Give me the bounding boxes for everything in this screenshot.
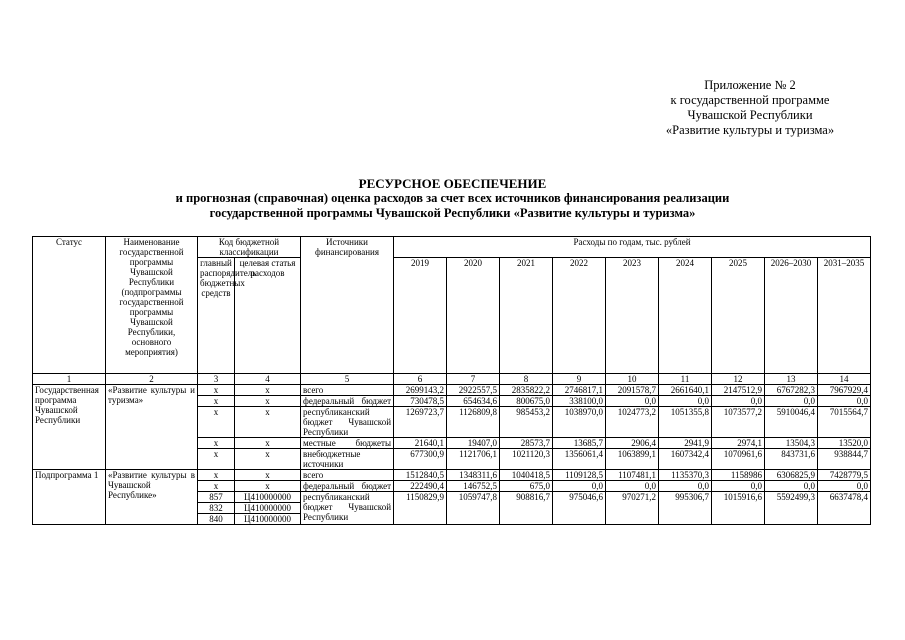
row-value: 2661640,1 <box>659 385 712 396</box>
row-value: 7015564,7 <box>818 407 871 438</box>
column-number-row <box>33 374 871 385</box>
row-value: 1512840,5 <box>394 470 447 481</box>
header-sources: Источники финансирования <box>301 237 394 374</box>
row-value: 677300,9 <box>394 449 447 470</box>
header-name: Наименование государственной программы Чувашской Республики (подпрограммы государственной программы Чувашской Республики, основного мероприятия) <box>106 237 198 374</box>
row-value: 7967929,4 <box>818 385 871 396</box>
row-target-article-code: x <box>235 396 301 407</box>
row-value: 222490,4 <box>394 481 447 492</box>
row-main-manager-code: x <box>198 407 235 438</box>
row-main-manager-code: x <box>198 385 235 396</box>
row-value: 0,0 <box>712 396 765 407</box>
row-value: 2091578,7 <box>606 385 659 396</box>
header-year: 2031–2035 <box>818 258 871 374</box>
row-value: 1150829,9 <box>394 492 447 525</box>
column-number: 1 <box>33 374 106 385</box>
row-value: 28573,7 <box>500 438 553 449</box>
row-main-manager-code: x <box>198 449 235 470</box>
row-status: Подпрограмма 1 <box>33 470 106 525</box>
row-value: 2147512,9 <box>712 385 765 396</box>
column-number: 14 <box>818 374 871 385</box>
header-year: 2023 <box>606 258 659 374</box>
row-value: 6306825,9 <box>765 470 818 481</box>
row-value: 13520,0 <box>818 438 871 449</box>
row-name: «Развитие культуры в Чувашской Республике» <box>106 470 198 525</box>
annex-line: к государственной программе <box>670 93 830 107</box>
column-number: 8 <box>500 374 553 385</box>
annex-line: Чувашской Республики <box>687 108 813 122</box>
row-value: 146752,5 <box>447 481 500 492</box>
row-value: 13504,3 <box>765 438 818 449</box>
row-main-manager-code: 840 <box>198 514 235 525</box>
column-number: 7 <box>447 374 500 385</box>
row-value: 1059747,8 <box>447 492 500 525</box>
row-source: внебюджетные источники <box>301 449 394 470</box>
row-value: 13685,7 <box>553 438 606 449</box>
row-source: местные бюджеты <box>301 438 394 449</box>
document-subtitle: и прогнозная (справочная) оценка расходов за счет всех источников финансирования реализации <box>175 191 730 205</box>
column-number: 13 <box>765 374 818 385</box>
table-body <box>33 385 871 525</box>
header-year: 2021 <box>500 258 553 374</box>
row-value: 1063899,1 <box>606 449 659 470</box>
row-value: 1158986 <box>712 470 765 481</box>
row-value: 1269723,7 <box>394 407 447 438</box>
header-main-manager: главный распорядитель бюджетных средств <box>198 258 235 374</box>
column-number: 10 <box>606 374 659 385</box>
row-source: республиканский бюджет Чувашской Республики <box>301 407 394 438</box>
row-value: 908816,7 <box>500 492 553 525</box>
row-value: 1107481,1 <box>606 470 659 481</box>
row-value: 0,0 <box>553 481 606 492</box>
row-value: 0,0 <box>818 396 871 407</box>
row-value: 1121706,1 <box>447 449 500 470</box>
row-value: 2699143,2 <box>394 385 447 396</box>
row-value: 938844,7 <box>818 449 871 470</box>
annex-line: Приложение № 2 <box>704 78 796 92</box>
column-number: 12 <box>712 374 765 385</box>
row-value: 970271,2 <box>606 492 659 525</box>
column-number: 11 <box>659 374 712 385</box>
row-value: 7428779,5 <box>818 470 871 481</box>
row-target-article-code: x <box>235 385 301 396</box>
header-year: 2024 <box>659 258 712 374</box>
column-number: 6 <box>394 374 447 385</box>
row-value: 675,0 <box>500 481 553 492</box>
row-value: 338100,0 <box>553 396 606 407</box>
annex-block <box>600 78 900 138</box>
row-source: всего <box>301 470 394 481</box>
row-value: 0,0 <box>765 481 818 492</box>
header-budget-code: Код бюджетной классификации <box>198 237 301 258</box>
header-year: 2020 <box>447 258 500 374</box>
table-row <box>33 470 871 481</box>
row-value: 975046,6 <box>553 492 606 525</box>
row-value: 0,0 <box>765 396 818 407</box>
row-main-manager-code: 857 <box>198 492 235 503</box>
row-value: 730478,5 <box>394 396 447 407</box>
document-title: РЕСУРСНОЕ ОБЕСПЕЧЕНИЕ <box>358 176 547 191</box>
row-value: 2835822,2 <box>500 385 553 396</box>
row-value: 0,0 <box>659 481 712 492</box>
column-number: 4 <box>235 374 301 385</box>
row-value: 19407,0 <box>447 438 500 449</box>
column-number: 2 <box>106 374 198 385</box>
table-row <box>33 385 871 396</box>
row-source: федеральный бюджет <box>301 396 394 407</box>
row-value: 1015916,6 <box>712 492 765 525</box>
column-number: 3 <box>198 374 235 385</box>
row-value: 1348311,6 <box>447 470 500 481</box>
row-value: 1038970,0 <box>553 407 606 438</box>
row-value: 1356061,4 <box>553 449 606 470</box>
row-value: 654634,6 <box>447 396 500 407</box>
annex-line: «Развитие культуры и туризма» <box>665 123 835 137</box>
header-year: 2019 <box>394 258 447 374</box>
row-target-article-code: Ц410000000 <box>235 492 301 503</box>
row-value: 0,0 <box>606 481 659 492</box>
row-target-article-code: x <box>235 449 301 470</box>
row-value: 843731,6 <box>765 449 818 470</box>
column-number: 5 <box>301 374 394 385</box>
row-target-article-code: x <box>235 481 301 492</box>
row-value: 1024773,2 <box>606 407 659 438</box>
row-target-article-code: Ц410000000 <box>235 514 301 525</box>
row-source: республиканский бюджет Чувашской Республики <box>301 492 394 525</box>
header-status: Статус <box>33 237 106 374</box>
resource-table <box>32 236 871 525</box>
row-value: 2906,4 <box>606 438 659 449</box>
row-main-manager-code: x <box>198 470 235 481</box>
row-value: 1607342,4 <box>659 449 712 470</box>
row-status: Государственная программа Чувашской Республики <box>33 385 106 470</box>
row-value: 6767282,3 <box>765 385 818 396</box>
row-value: 6637478,4 <box>818 492 871 525</box>
document-subtitle: государственной программы Чувашской Республики «Развитие культуры и туризма» <box>209 206 696 220</box>
row-value: 2746817,1 <box>553 385 606 396</box>
row-main-manager-code: x <box>198 396 235 407</box>
row-value: 2974,1 <box>712 438 765 449</box>
row-main-manager-code: x <box>198 481 235 492</box>
row-value: 1126809,8 <box>447 407 500 438</box>
row-source: федеральный бюджет <box>301 481 394 492</box>
row-value: 995306,7 <box>659 492 712 525</box>
row-target-article-code: Ц410000000 <box>235 503 301 514</box>
row-value: 0,0 <box>818 481 871 492</box>
row-main-manager-code: x <box>198 438 235 449</box>
row-value: 2922557,5 <box>447 385 500 396</box>
row-name: «Развитие культуры и туризма» <box>106 385 198 470</box>
row-value: 0,0 <box>712 481 765 492</box>
row-target-article-code: x <box>235 438 301 449</box>
row-value: 0,0 <box>659 396 712 407</box>
row-value: 5592499,3 <box>765 492 818 525</box>
header-year: 2025 <box>712 258 765 374</box>
row-value: 0,0 <box>606 396 659 407</box>
header-year: 2022 <box>553 258 606 374</box>
row-value: 1073577,2 <box>712 407 765 438</box>
row-value: 1135370,3 <box>659 470 712 481</box>
row-value: 1109128,5 <box>553 470 606 481</box>
header-target-article: целевая статья расходов <box>235 258 301 374</box>
row-value: 21640,1 <box>394 438 447 449</box>
row-target-article-code: x <box>235 470 301 481</box>
row-value: 800675,0 <box>500 396 553 407</box>
row-value: 1051355,8 <box>659 407 712 438</box>
header-expenses: Расходы по годам, тыс. рублей <box>394 237 871 258</box>
row-value: 5910046,4 <box>765 407 818 438</box>
row-value: 1021120,3 <box>500 449 553 470</box>
row-main-manager-code: 832 <box>198 503 235 514</box>
column-number: 9 <box>553 374 606 385</box>
row-source: всего <box>301 385 394 396</box>
row-value: 2941,9 <box>659 438 712 449</box>
header-year: 2026–2030 <box>765 258 818 374</box>
row-target-article-code: x <box>235 407 301 438</box>
row-value: 985453,2 <box>500 407 553 438</box>
row-value: 1070961,6 <box>712 449 765 470</box>
row-value: 1040418,5 <box>500 470 553 481</box>
